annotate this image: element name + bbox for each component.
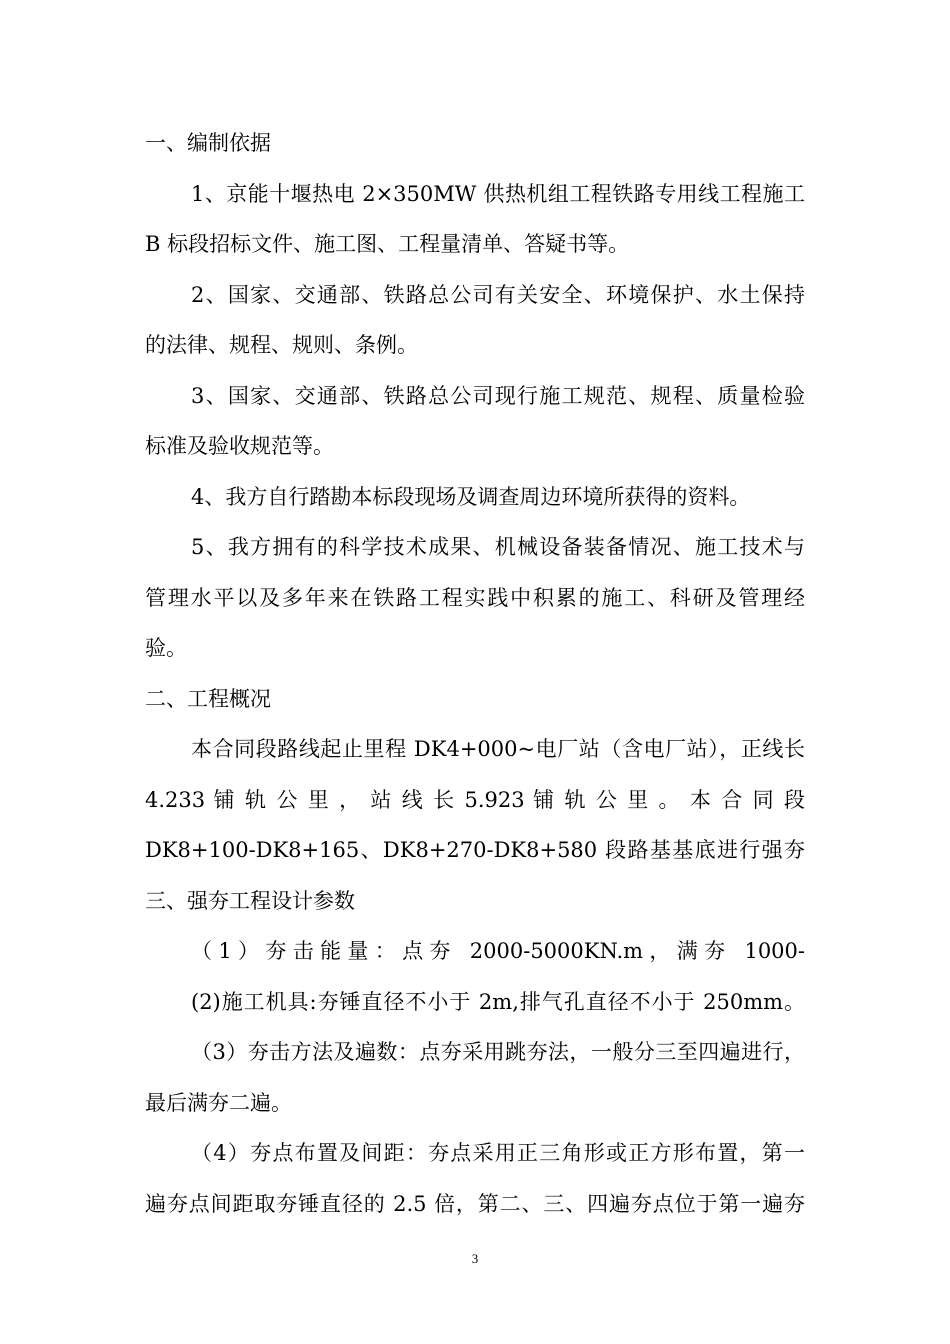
paragraph-line: 遍夯点间距取夯锤直径的 2.5 倍，第二、三、四遍夯点位于第一遍夯 [145,1191,805,1216]
page-number: 3 [471,1251,479,1266]
paragraph-line: 标准及验收规范等。 [145,434,334,458]
paragraph-line: 2、国家、交通部、铁路总公司有关安全、环境保护、水土保持 [191,282,805,307]
paragraph-line: B 标段招标文件、施工图、工程量清单、答疑书等。 [145,232,630,256]
paragraph-line: 最后满夯二遍。 [145,1090,292,1115]
document-body [145,118,805,1229]
paragraph-line: （3）夯击方法及遍数：点夯采用跳夯法，一般分三至四遍进行， [191,1040,805,1064]
paragraph-line: 管理水平以及多年来在铁路工程实践中积累的施工、科研及管理经 [145,585,805,610]
paragraph-line: 5、我方拥有的科学技术成果、机械设备装备情况、施工技术与 [191,535,805,559]
paragraph-line: 的法律、规程、规则、条例。 [145,333,418,357]
section-heading-overview: 二、工程概况 [145,686,271,711]
paragraph-line: 4、我方自行踏勘本标段现场及调查周边环境所获得的资料。 [191,484,751,509]
section-heading-basis: 一、编制依据 [145,131,271,155]
section-heading-parameters: 三、强夯工程设计参数 [145,888,355,913]
paragraph-line: 3、国家、交通部、铁路总公司现行施工规范、规程、质量检验 [191,383,805,408]
paragraph-line: 4.233 铺 轨 公 里 ， 站 线 长 5.923 铺 轨 公 里 。 本 合 同 段 [145,787,805,812]
paragraph-line: （4）夯点布置及间距：夯点采用正三角形或正方形布置，第一 [191,1141,805,1165]
paragraph-line: (2)施工机具:夯锤直径不小于 2m,排气孔直径不小于 250mm。 [191,989,805,1014]
paragraph-line: DK8+100-DK8+165、DK8+270-DK8+580 段路基基底进行强夯 [145,838,805,862]
paragraph-line: 1、京能十堰热电 2×350MW 供热机组工程铁路专用线工程施工 [191,181,805,206]
paragraph-line: （1）夯击能量：点夯 2000-5000KN.m，满夯 1000- [191,939,805,963]
paragraph-line: 验。 [145,636,187,660]
paragraph-line: 本合同段路线起止里程 DK4+000~电厂站（含电厂站），正线长 [191,737,805,761]
